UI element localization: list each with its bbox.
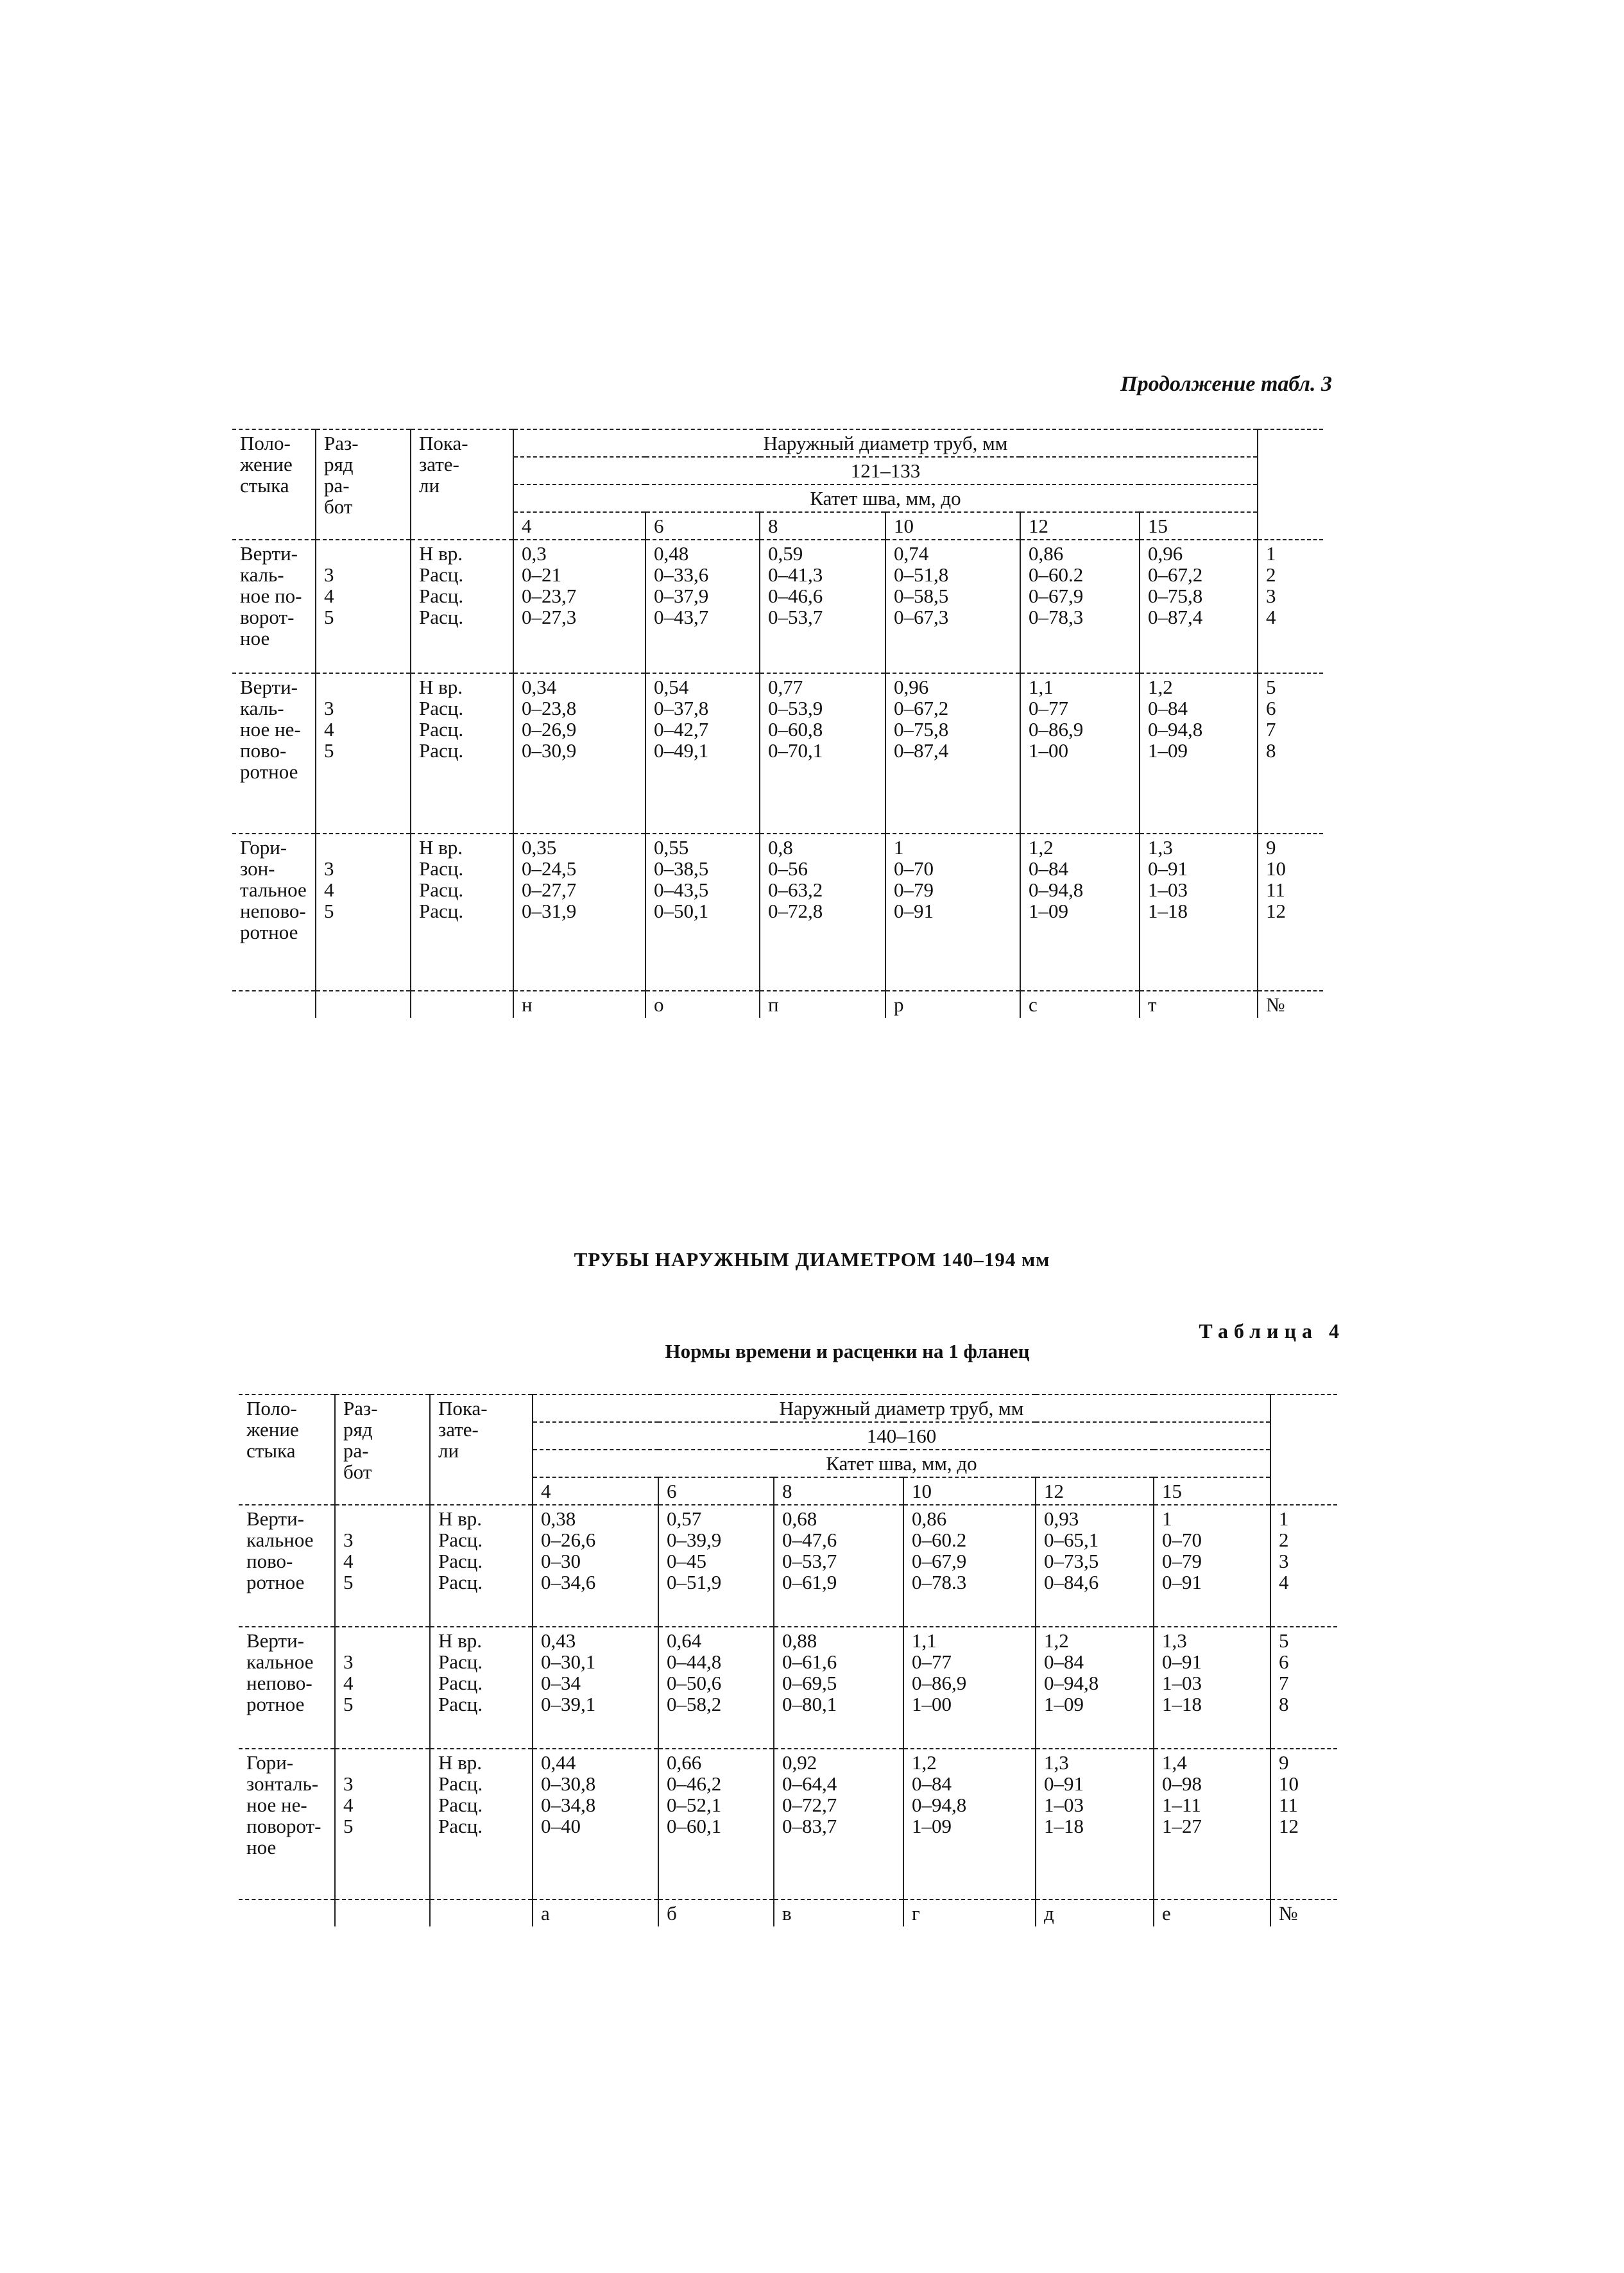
header-grade: Раз- ряд ра- бот (316, 429, 411, 540)
table-row (239, 1627, 1337, 1749)
header-row-number (1270, 1394, 1337, 1505)
indicator-cell: Н вр. Расц. Расц. Расц. (411, 540, 513, 673)
value-cell: 0,59 0–41,3 0–46,6 0–53,7 (760, 540, 885, 673)
row-number-cell: 9 10 11 12 (1270, 1749, 1337, 1900)
value-cell: 1,1 0–77 0–86,9 1–00 (903, 1627, 1036, 1749)
header-leg: 6 (645, 512, 760, 540)
value-cell: 1,2 0–84 0–94,8 1–09 (903, 1749, 1036, 1900)
value-cell: 0,88 0–61,6 0–69,5 0–80,1 (774, 1627, 903, 1749)
position-cell: Гори- зон- тальное непово- ротное (232, 834, 316, 991)
row-number-cell: 9 10 11 12 (1258, 834, 1323, 991)
header-indicators: Пока- зате- ли (430, 1394, 533, 1505)
header-diameter-range: 121–133 (513, 457, 1258, 485)
table-3 (232, 429, 1323, 1018)
header-leg: 8 (760, 512, 885, 540)
table-row (232, 540, 1323, 673)
header-leg: 15 (1140, 512, 1258, 540)
header-leg: 8 (774, 1477, 903, 1505)
value-cell: 0,48 0–33,6 0–37,9 0–43,7 (645, 540, 760, 673)
row-number-cell: 1 2 3 4 (1270, 1505, 1337, 1627)
continuation-note: Продолжение табл. 3 (1120, 372, 1332, 396)
header-row-number (1258, 429, 1323, 540)
grade-cell: 3 4 5 (316, 673, 411, 834)
header-diameter-group: Наружный диаметр труб, мм (533, 1394, 1270, 1422)
row-number-cell: 1 2 3 4 (1258, 540, 1323, 673)
header-grade: Раз- ряд ра- бот (335, 1394, 430, 1505)
value-cell: 0,57 0–39,9 0–45 0–51,9 (658, 1505, 774, 1627)
column-letter: п (760, 991, 885, 1018)
value-cell: 0,86 0–60.2 0–67,9 0–78.3 (903, 1505, 1036, 1627)
header-position: Поло- жение стыка (239, 1394, 335, 1505)
row-number-cell: 5 6 7 8 (1258, 673, 1323, 834)
grade-cell: 3 4 5 (335, 1505, 430, 1627)
table-row (232, 673, 1323, 834)
value-cell: 1,2 0–84 0–94,8 1–09 (1036, 1627, 1154, 1749)
section-title: ТРУБЫ НАРУЖНЫМ ДИАМЕТРОМ 140–194 мм (574, 1248, 1050, 1271)
column-letters-row (232, 991, 1323, 1018)
table-4 (239, 1394, 1337, 1926)
value-cell: 1,2 0–84 0–94,8 1–09 (1140, 673, 1258, 834)
header-leg: 10 (903, 1477, 1036, 1505)
header-weld-leg: Катет шва, мм, до (533, 1450, 1270, 1477)
column-letter: с (1020, 991, 1140, 1018)
header-leg: 10 (885, 512, 1020, 540)
column-letter: о (645, 991, 760, 1018)
column-letter: т (1140, 991, 1258, 1018)
indicator-cell: Н вр. Расц. Расц. Расц. (430, 1749, 533, 1900)
header-leg: 12 (1020, 512, 1140, 540)
header-indicators: Пока- зате- ли (411, 429, 513, 540)
value-cell: 0,38 0–26,6 0–30 0–34,6 (533, 1505, 658, 1627)
indicator-cell: Н вр. Расц. Расц. Расц. (411, 673, 513, 834)
position-cell: Гори- зонталь- ное не- поворот- ное (239, 1749, 335, 1900)
column-letter: г (903, 1900, 1036, 1926)
grade-cell: 3 4 5 (335, 1749, 430, 1900)
header-diameter-group: Наружный диаметр труб, мм (513, 429, 1258, 457)
grade-cell: 3 4 5 (335, 1627, 430, 1749)
value-cell: 1,2 0–84 0–94,8 1–09 (1020, 834, 1140, 991)
value-cell: 0,68 0–47,6 0–53,7 0–61,9 (774, 1505, 903, 1627)
position-cell: Верти- каль- ное не- пово- ротное (232, 673, 316, 834)
column-letters-row (239, 1900, 1337, 1926)
indicator-cell: Н вр. Расц. Расц. Расц. (430, 1505, 533, 1627)
value-cell: 0,8 0–56 0–63,2 0–72,8 (760, 834, 885, 991)
value-cell: 0,64 0–44,8 0–50,6 0–58,2 (658, 1627, 774, 1749)
value-cell: 1,3 0–91 1–03 1–18 (1140, 834, 1258, 991)
column-letter: е (1154, 1900, 1270, 1926)
value-cell: 0,66 0–46,2 0–52,1 0–60,1 (658, 1749, 774, 1900)
value-cell: 1,3 0–91 1–03 1–18 (1154, 1627, 1270, 1749)
position-cell: Верти- кальное пово- ротное (239, 1505, 335, 1627)
value-cell: 0,43 0–30,1 0–34 0–39,1 (533, 1627, 658, 1749)
header-leg: 4 (533, 1477, 658, 1505)
value-cell: 0,96 0–67,2 0–75,8 0–87,4 (1140, 540, 1258, 673)
header-leg: 12 (1036, 1477, 1154, 1505)
value-cell: 0,74 0–51,8 0–58,5 0–67,3 (885, 540, 1020, 673)
table-number: Таблица 4 (1199, 1319, 1345, 1342)
header-weld-leg: Катет шва, мм, до (513, 485, 1258, 512)
value-cell: 0,93 0–65,1 0–73,5 0–84,6 (1036, 1505, 1154, 1627)
value-cell: 0,55 0–38,5 0–43,5 0–50,1 (645, 834, 760, 991)
position-cell: Верти- каль- ное по- ворот- ное (232, 540, 316, 673)
table-row (239, 1749, 1337, 1900)
column-letter: а (533, 1900, 658, 1926)
value-cell: 1 0–70 0–79 0–91 (1154, 1505, 1270, 1627)
value-cell: 0,35 0–24,5 0–27,7 0–31,9 (513, 834, 645, 991)
value-cell: 1 0–70 0–79 0–91 (885, 834, 1020, 991)
indicator-cell: Н вр. Расц. Расц. Расц. (430, 1627, 533, 1749)
position-cell: Верти- кальное непово- ротное (239, 1627, 335, 1749)
column-letter: б (658, 1900, 774, 1926)
no-label: № (1279, 1902, 1298, 1925)
column-letter: в (774, 1900, 903, 1926)
value-cell: 0,44 0–30,8 0–34,8 0–40 (533, 1749, 658, 1900)
value-cell: 0,96 0–67,2 0–75,8 0–87,4 (885, 673, 1020, 834)
column-letter: д (1036, 1900, 1154, 1926)
header-leg: 4 (513, 512, 645, 540)
header-diameter-range: 140–160 (533, 1422, 1270, 1450)
value-cell: 0,86 0–60.2 0–67,9 0–78,3 (1020, 540, 1140, 673)
value-cell: 0,54 0–37,8 0–42,7 0–49,1 (645, 673, 760, 834)
no-label: № (1266, 993, 1285, 1016)
header-leg: 6 (658, 1477, 774, 1505)
value-cell: 0,34 0–23,8 0–26,9 0–30,9 (513, 673, 645, 834)
row-number-cell: 5 6 7 8 (1270, 1627, 1337, 1749)
value-cell: 0,3 0–21 0–23,7 0–27,3 (513, 540, 645, 673)
value-cell: 1,1 0–77 0–86,9 1–00 (1020, 673, 1140, 834)
column-letter: р (885, 991, 1020, 1018)
value-cell: 0,92 0–64,4 0–72,7 0–83,7 (774, 1749, 903, 1900)
value-cell: 1,4 0–98 1–11 1–27 (1154, 1749, 1270, 1900)
value-cell: 0,77 0–53,9 0–60,8 0–70,1 (760, 673, 885, 834)
table-caption: Нормы времени и расценки на 1 фланец (665, 1340, 1030, 1362)
table-row (232, 834, 1323, 991)
header-position: Поло- жение стыка (232, 429, 316, 540)
grade-cell: 3 4 5 (316, 834, 411, 991)
header-leg: 15 (1154, 1477, 1270, 1505)
value-cell: 1,3 0–91 1–03 1–18 (1036, 1749, 1154, 1900)
grade-cell: 3 4 5 (316, 540, 411, 673)
table-row (239, 1505, 1337, 1627)
column-letter: н (513, 991, 645, 1018)
indicator-cell: Н вр. Расц. Расц. Расц. (411, 834, 513, 991)
